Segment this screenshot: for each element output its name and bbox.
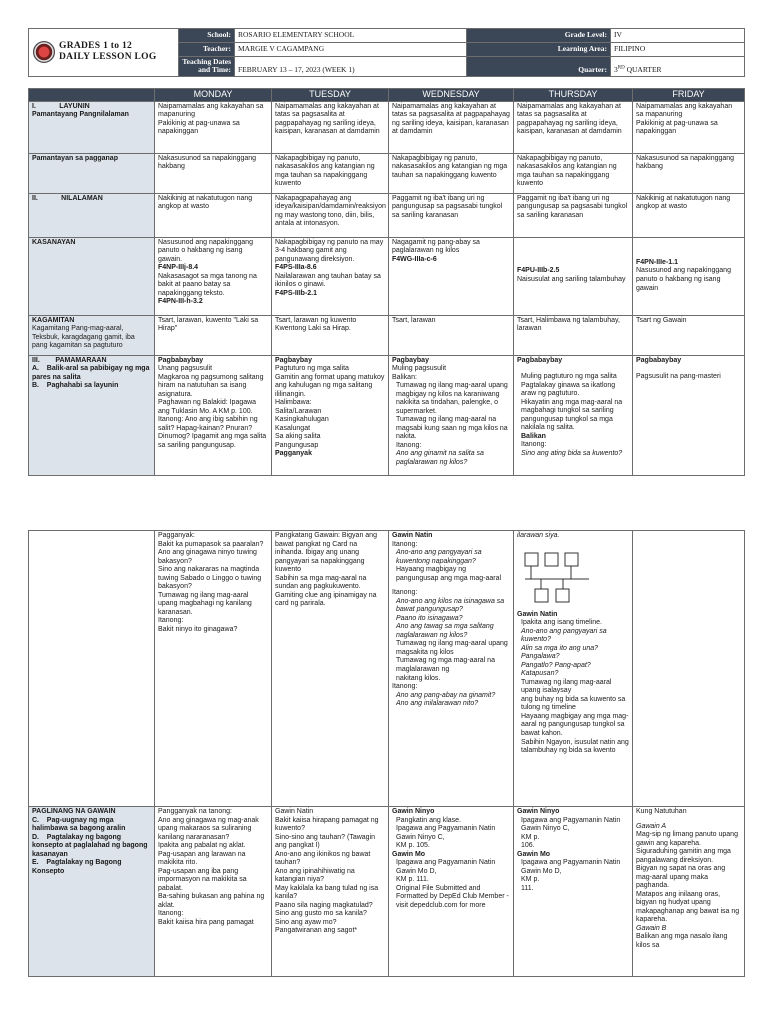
cell-pagganap-wed <box>389 153 514 193</box>
text: Nakapagpapahayag ang ideya/kaisipan/damdamin/reaksiyon ng may wastong tono, diin, bilis, antala at intonasyon. <box>275 194 388 228</box>
row-pagganyak <box>29 531 745 807</box>
doc-title: DAILY LESSON LOG <box>59 52 157 63</box>
program-title: GRADES 1 to 12 <box>59 41 133 52</box>
cell-pamamaraan-tue <box>272 355 389 475</box>
text: Pagbabaybay <box>517 356 563 364</box>
cell-paglinang-mon <box>155 807 272 977</box>
text: Sino ang nakararas na magtinda tuwing Sabado o Linggo o tuwing bakasyon? <box>158 566 264 591</box>
day-wednesday: WEDNESDAY <box>389 88 514 101</box>
row-layunin <box>29 101 745 153</box>
cell-pamamaraan-thu <box>514 355 633 475</box>
text: Tumawag ng ilang mag-aaral upang isalaysay <box>521 678 614 695</box>
cell-pagganyak-wed <box>389 531 514 807</box>
cell-kasanayan-wed <box>389 237 514 315</box>
text: Ano ang pang-abay na ginamit? <box>396 691 496 699</box>
cell-kasanayan-fri <box>633 237 745 315</box>
text: Naipamamalas ang kakayahan sa mapanuring Pakikinig at pag-unawa sa napakinggan <box>636 102 733 136</box>
cell-pagganyak-fri <box>633 531 745 807</box>
text: Gawin Mo <box>392 850 426 858</box>
text: Tumawag ng ilang mag-aaral upang magbahagi ng kanilang karanasan. <box>158 591 254 616</box>
text: Itanong: <box>392 683 418 691</box>
cell-kagamitan-fri <box>633 315 745 355</box>
text: Tsart, larawan <box>392 316 436 324</box>
text: Unang pagsusulit <box>158 365 213 373</box>
text: Itanong: <box>392 589 418 597</box>
text: Gawain B <box>636 924 667 932</box>
text: D. Pagtalakay ng bagong konsepto at paglalahad ng bagong kasanayan <box>32 833 150 858</box>
text: Sino ang ayaw mo? <box>275 918 337 926</box>
text: Ipakita ang isang timeline. <box>521 619 602 627</box>
quarter-suffix: RD <box>617 65 625 71</box>
cell-layunin-tue <box>272 101 389 153</box>
school-label: School: <box>179 29 235 43</box>
cell-kagamitan-mon <box>155 315 272 355</box>
text: Tumawag ng mga mag-aaral na maglalarawan ng <box>396 657 497 673</box>
cell-nilalaman-mon <box>155 193 272 237</box>
quarter-number: 3 <box>614 65 618 75</box>
text: KASANAYAN <box>32 238 76 246</box>
text: Nailalarawan ang tauhan batay sa ikinilos o ginawi. <box>275 272 383 289</box>
day-header-row <box>29 88 745 101</box>
text: Ano ang ginamit na salita sa paglalarawan ng kilos? <box>396 450 486 466</box>
text: Naipamamalas ang kakayahan sa mapanuring Pakikinig at pag-unawa sa napakinggan <box>158 102 264 136</box>
text: Tumawag ng ilang mag-aaral upang magbigay ng kilos na karaniwang nakikita sa tindahan, palengke, o supermarket. <box>396 382 510 415</box>
text: Pagganyak: <box>158 532 195 539</box>
teacher-label: Teacher: <box>179 43 235 57</box>
cell-kagamitan-wed <box>389 315 514 355</box>
text: Gawin Natin <box>517 610 558 618</box>
text: Sino ang gusto mo sa kanila? <box>275 910 367 918</box>
text: Muling pagsusulit <box>392 365 447 373</box>
label-nilalaman <box>29 193 155 237</box>
cell-layunin-wed <box>389 101 514 153</box>
text: Muling pagtuturo ng mga salita <box>521 373 617 381</box>
cell-kasanayan-mon <box>155 237 272 315</box>
text: A. Balik-aral sa pabibigay ng mga pares na salita <box>32 365 152 381</box>
cell-pagganyak-thu <box>514 531 633 807</box>
day-monday: MONDAY <box>155 88 272 101</box>
text: Ano ang ginagawa ninyo tuwing bakasyon? <box>158 549 259 565</box>
cell-pamamaraan-mon <box>155 355 272 475</box>
text: Nakasusunod sa napakinggang hakbang <box>636 154 737 171</box>
cell-kagamitan-thu <box>514 315 633 355</box>
text: nakitang kilos. <box>396 674 441 682</box>
text: Ano ang ipinahihiwatig na katangian niya? <box>275 867 357 884</box>
label-layunin <box>29 101 155 153</box>
text: Ipakita ang pabalat ng aklat. <box>158 842 246 850</box>
text: Pangungusap <box>275 441 319 449</box>
text: Ano-ano ang kilos na isinagawa sa bawat pangungusap? <box>396 597 507 614</box>
cell-kasanayan-tue <box>272 237 389 315</box>
text: Nakapagbibigay ng panuto, nakasasakilos ang katangian ng mga tauhan sa napakinggang kuwento <box>275 154 377 188</box>
text: Itanong: <box>392 540 418 548</box>
text: Ba-sahing bukasan ang pahina ng aklat. <box>158 893 267 909</box>
text: Nasusunod ang napakinggang panuto o hakbang ng isang gawain. <box>158 238 255 263</box>
text: Hayaang magbigay ng pangungusap ang mga mag-aaral <box>396 566 502 582</box>
text: 106. <box>521 842 535 850</box>
text: E. Pagtalakay ng Bagong Konsepto <box>32 859 124 875</box>
grade-label: Grade Level: <box>467 29 611 43</box>
text: Kagamitang Pang-mag-aaral, Teksbuk, karagdagang gamit, iba pang kagamitan sa pagtuturo <box>32 325 137 350</box>
row-kagamitan <box>29 315 745 355</box>
text: KAGAMITAN <box>32 316 75 324</box>
text: Gawin Ninyo <box>517 808 560 815</box>
cell-pagganyak-mon <box>155 531 272 807</box>
label-blank <box>29 531 155 807</box>
text: Naipamamalas ang kakayahan at tatas sa pagsasalita at pagpapahayag ng sariling ideya, kaisipan, karanasan at damdamin <box>392 102 512 136</box>
text: Paghawan ng Balakid: Ipagawa ang Tuklasin Mo. A KM p. 100. Itanong: Ano ang ibig sabihin ng salit? Hapag-kainan? Pnuran? Dinumog? Ipagamit ang mga salita sa sariling pangungusap. <box>158 399 269 449</box>
text: Nagagamit ng pang-abay sa paglalarawan ng kilos <box>392 238 482 255</box>
text: Tsart, larawan, kuwento "Laki sa Hirap" <box>158 316 261 333</box>
text: Sa aking salita <box>275 433 321 441</box>
text: Alin sa mga ito ang una? <box>521 644 599 652</box>
text: Pag-usapan ang larawan na makikita rito. <box>158 850 248 867</box>
text: Bakit kaiisa hirapang pamagat ng kuwento? <box>275 816 381 833</box>
text: Balikan <box>521 432 546 440</box>
cell-paglinang-thu <box>514 807 633 977</box>
text: Balikan ang mga nasalo ilang kilos sa <box>636 933 730 949</box>
quarter-word: QUARTER <box>624 65 662 75</box>
cell-pagganap-fri <box>633 153 745 193</box>
text: Paggamit ng iba't ibang uri ng pangungusap sa pagsasabi tungkol sa sariling karanasan <box>517 194 630 219</box>
quarter-value <box>611 57 745 77</box>
brand-cell <box>29 29 179 77</box>
text: Tumawag ng ilang mag-aaral upang magsakita ng kilos <box>396 640 510 656</box>
school-value: ROSARIO ELEMENTARY SCHOOL <box>235 29 467 43</box>
text: Itanong: <box>396 441 422 449</box>
text: Ano-ano ang pangyayari sa kuwento? <box>521 627 609 644</box>
label-paglinang <box>29 807 155 977</box>
text: Gawin Ninyo <box>392 808 435 815</box>
row-kasanayan <box>29 237 745 315</box>
text: Tsart ng Gawain <box>636 316 687 324</box>
text: Salita/Larawan <box>275 407 322 415</box>
text: Sino-sino ang tauhan? (Tawagin ang pangkat I) <box>275 833 377 850</box>
dates-value: FEBRUARY 13 – 17, 2023 (WEEK 1) <box>235 57 467 77</box>
text: Nakapagbibigay ng panuto, nakasasakilos ang katangian ng mga tauhan sa napakinggang kuwento <box>517 154 619 188</box>
text: Gamitin ang format upang matukoy ang kahulugan ng mga salitang ililinangin. <box>275 373 387 398</box>
day-friday: FRIDAY <box>633 88 745 101</box>
text: Ipagawa ang Pagyamanin Natin Gawin Mo D, <box>521 859 623 875</box>
text: Paano ito isinagawa? <box>396 614 463 622</box>
cell-pagganap-thu <box>514 153 633 193</box>
text: Ano-ano ang ikinikos ng bawat tauhan? <box>275 850 373 867</box>
text: Nakasusunod sa napakinggang hakbang <box>158 154 259 171</box>
text: Hikayatin ang mga mag-aaral na magbahagi tungkol sa sariling pangungusap tungkol sa mga nakilala ng salita. <box>521 398 625 432</box>
cell-pagganap-mon <box>155 153 272 193</box>
text: KM p. <box>521 876 540 884</box>
text: Kasalungat <box>275 424 311 432</box>
label-kagamitan <box>29 315 155 355</box>
text: Tsart, larawan ng kuwento Kwentong Laki sa Hirap. <box>275 316 359 333</box>
text: KM p. 111. <box>396 876 429 884</box>
competency-code: F4PU-IIIb-2.5 <box>517 267 560 275</box>
text: Mag-sip ng limang panuto upang gawin ang kapareha. Siguraduhing gamitin ang mga pangalawang direksiyon. <box>636 831 740 864</box>
text: Ano-ano ang pangyayari sa kuwentong napakinggan? <box>396 549 484 565</box>
grade-value: IV <box>611 29 745 43</box>
text: Ipagawa ang Pagyamanin Natin Gawin Ninyo C, <box>396 825 498 841</box>
row-pagganap <box>29 153 745 193</box>
text: Pagbabaybay <box>636 356 682 364</box>
cell-layunin-thu <box>514 101 633 153</box>
text: May kakilala ka bang tulad ng isa kanila? <box>275 884 381 901</box>
cell-nilalaman-thu <box>514 193 633 237</box>
text: Pamantayan sa pagganap <box>32 154 118 162</box>
competency-code: F4WG-IIIa-c-6 <box>392 255 437 263</box>
layunin-subheading: Pamantayang Pangnilalaman <box>32 111 129 119</box>
text: Bakit ninyo ito ginagawa? <box>158 625 238 633</box>
cell-paglinang-tue <box>272 807 389 977</box>
text: Halimbawa: <box>275 399 312 407</box>
cell-layunin-fri <box>633 101 745 153</box>
text: Pangatlo? Pang-apat? <box>521 661 591 669</box>
timeline-diagram-icon <box>523 551 603 605</box>
text: Naipamamalas ang kakayahan at tatas sa pagsasalita at pagpapahayag ng sariling ideya, kaisipan, karanasan at damdamin <box>275 102 381 136</box>
text: Katapusan? <box>521 670 559 678</box>
text: Paggamit ng iba't ibang uri ng pangungusap sa pagsasabi tungkol sa sariling karanasan <box>392 194 505 219</box>
text: Gawain A <box>636 822 667 830</box>
text: Tumawag ng ilang mag-aaral na magsabi kung saan ng mga kilos na nakita. <box>396 416 510 441</box>
cell-paglinang-fri <box>633 807 745 977</box>
lesson-table-page-2 <box>28 530 745 977</box>
text: Bigyan ng sapat na oras ang mag-aaral upang maka paghanda. <box>636 865 728 890</box>
watermark-note: Original File Submitted and Formatted by DepEd Club Member - visit depedclub.com for more <box>396 884 511 909</box>
text: ang buhay ng bida sa kuwento sa tulong ng timeline <box>521 695 628 712</box>
text: Gawin Natin <box>275 808 314 815</box>
text: B. Paghahabi sa layunin <box>32 382 119 390</box>
text: III. PAMAMARAAN <box>32 356 107 364</box>
text: Pagbabaybay <box>158 356 204 364</box>
text: Sabihin sa mga mag-aaral na sundan ang pagkukuwento. Gamiting clue ang ipinamigay na card ng pariralа. <box>275 574 379 608</box>
text: Itanong: <box>158 617 184 625</box>
label-pamamaraan <box>29 355 155 475</box>
text: KM p. <box>521 833 540 841</box>
text: Nakikinig at nakatutugon nang angkop at wasto <box>158 194 255 211</box>
lesson-log-page-1 <box>28 28 744 476</box>
text: C. Pag-uugnay ng mga halimbawa sa bagong aralin <box>32 816 126 833</box>
text: Nakapagbibigay ng panuto, nakasasakilos ang katangian ng mga tauhan sa napakinggang kuwento <box>392 154 510 179</box>
cell-nilalaman-tue <box>272 193 389 237</box>
area-value: FILIPINO <box>611 43 745 57</box>
text: Nakikinig at nakatutugon nang angkop at wasto <box>636 194 733 211</box>
text: Ipagawa ang Pagyamanin Natin Gawin Mo D, <box>396 859 498 875</box>
day-tuesday: TUESDAY <box>272 88 389 101</box>
text: Sabihin Ngayon, isusulat natin ang talambuhay ng bida sa kwento <box>521 738 631 755</box>
text: Sino ang ating bida sa kuwento? <box>521 449 623 457</box>
text: Ano ang inilalarawan nito? <box>396 700 479 708</box>
text: Pagtuturo ng mga salita <box>275 365 349 373</box>
dates-label: Teaching Dates and Time: <box>179 57 235 77</box>
text: Naisusulat ang sariling talambuhay <box>517 276 626 283</box>
text: Itanong: <box>158 910 184 918</box>
text: Magkaroa ng pagsumong salitang hiram na natutuhan sa isang asignatura. <box>158 373 266 398</box>
lesson-log-page-2 <box>28 530 744 977</box>
text: 111. <box>521 884 534 892</box>
text: Ano ang ginagawa ng mag-anak upang makaraos sa suliraning kanilang nararanasan? <box>158 816 261 841</box>
area-label: Learning Area: <box>467 43 611 57</box>
teacher-value: MARGIE V CAGAMPANG <box>235 43 467 57</box>
cell-kagamitan-tue <box>272 315 389 355</box>
text: Hayaang magbigay ang mga mag-aaral ng pangungusap tungkol sa bawat kahon. <box>521 712 629 737</box>
day-thursday: THURSDAY <box>514 88 633 101</box>
competency-code: F4PN-III-h-3.2 <box>158 298 203 306</box>
cell-pamamaraan-wed <box>389 355 514 475</box>
label-pagganap <box>29 153 155 193</box>
row-pamamaraan <box>29 355 745 475</box>
text: PAGLINANG NA GAWAIN <box>32 808 116 815</box>
text: Pagganyak <box>275 450 312 458</box>
text: Pag-usapan ang iba pang impormasyon na makikita sa pabalat. <box>158 867 249 892</box>
text: Gawin Natin <box>392 532 433 539</box>
text: Pangkatang Gawain: Bigyan ang bawat pangkat ng Card na inihanda. Ibigay ang unang pangyayari sa napakinggang kuwento <box>275 532 379 574</box>
text: Bakit ka pumapasok sa paaralan? <box>158 540 264 548</box>
text: Pangkatin ang klase. <box>396 816 461 824</box>
cell-pagganyak-tue <box>272 531 389 807</box>
text: Nasusunod ang napakinggang panuto o hakbang ng isang gawain <box>636 267 733 292</box>
text: Pagbaybay <box>275 356 312 364</box>
competency-code: F4PS-IIIb-2.1 <box>275 289 318 297</box>
header-table <box>28 28 745 77</box>
text: Nakapagbibigay ng panuto na may 3-4 hakbang gamit ang pangunawang direksiyon. <box>275 238 386 263</box>
text: Matapos ang inilaang oras, bigyan ng hudyat upang makapaghanap ang bawat isa ng kapareha. <box>636 890 742 924</box>
text: Kung Natutuhan <box>636 808 687 815</box>
cell-pamamaraan-fri <box>633 355 745 475</box>
competency-code: F4PN-IIIe-1.1 <box>636 258 679 266</box>
text: Naipamamalas ang kakayahan at tatas sa pagsasalita at pagpapahayag ng sariling ideya, kaisipan, karanasan at damdamin <box>517 102 623 136</box>
cell-layunin-mon <box>155 101 272 153</box>
text: Pagbaybay <box>392 356 429 364</box>
text: Bakit kaiisa hira pang pamagat <box>158 918 254 926</box>
text: Paano sila naging magkatulad? <box>275 901 373 909</box>
text: Ipagawa ang Pagyamanin Natin Gawin Ninyo C, <box>521 816 623 833</box>
text: Kasingkahulugan <box>275 416 329 424</box>
text: Pangatwiranan ang sagot* <box>275 927 358 935</box>
text: Pangganyak na tanong: <box>158 808 232 815</box>
lesson-table-page-1 <box>28 88 745 476</box>
text: Itanong: <box>521 441 547 449</box>
layunin-heading: I. LAYUNIN <box>32 102 90 110</box>
competency-code: F4NP-IIIj-8.4 <box>158 264 199 272</box>
text: KM p. 105. <box>396 842 430 850</box>
text: II. NILALAMAN <box>32 194 103 202</box>
competency-code: F4PS-IIIa-8.6 <box>275 264 317 272</box>
text: Tsart, Halimbawa ng talambuhay, larawan <box>517 316 622 333</box>
row-nilalaman <box>29 193 745 237</box>
text: Pagsusulit na pang-masteri <box>636 373 721 381</box>
day-header-blank <box>29 88 155 101</box>
cell-paglinang-wed <box>389 807 514 977</box>
text: Pagtalakay ginawa sa ikatlong araw ng pagtuturo. <box>521 381 618 398</box>
text: Balikan: <box>392 373 417 381</box>
text: Nakasasagot sa mga tanong na bakit at paano batay sa napakinggang teksto. <box>158 272 259 297</box>
label-kasanayan <box>29 237 155 315</box>
cell-pagganap-tue <box>272 153 389 193</box>
cell-nilalaman-fri <box>633 193 745 237</box>
row-paglinang <box>29 807 745 977</box>
deped-seal-icon <box>33 41 55 63</box>
cell-nilalaman-wed <box>389 193 514 237</box>
quarter-label: Quarter: <box>467 57 611 77</box>
text: Pangalawa? <box>521 653 560 661</box>
cell-kasanayan-thu <box>514 237 633 315</box>
text: Gawin Mo <box>517 850 551 858</box>
text: Ano ang tawag sa mga salitang naglalarawan ng kilos? <box>396 623 496 639</box>
text: ilarawan siya. <box>517 532 560 539</box>
